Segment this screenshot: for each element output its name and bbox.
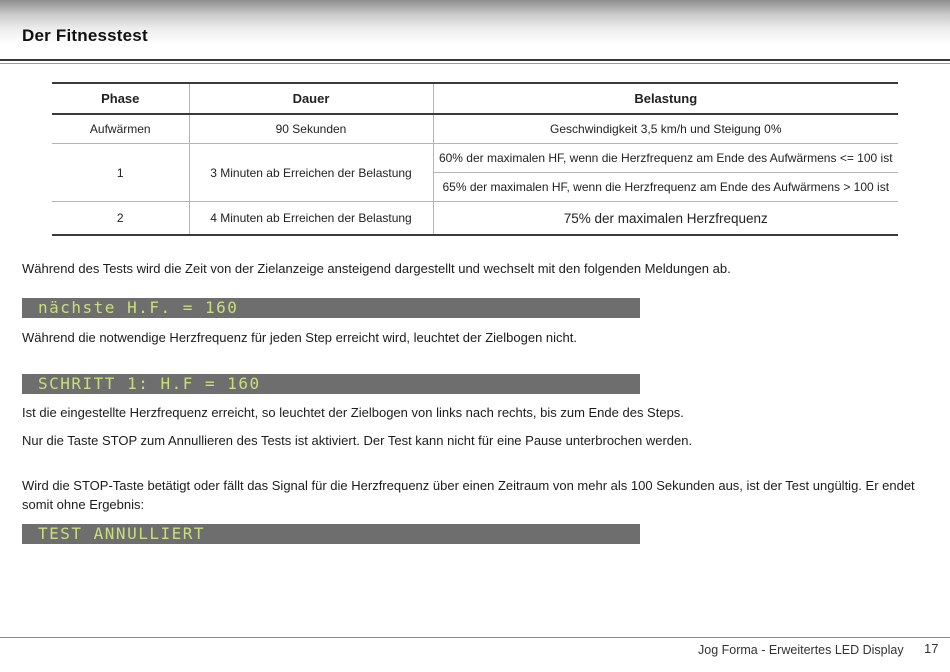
- cell-belastung: 60% der maximalen HF, wenn die Herzfrequenz am Ende des Aufwärmens <= 100 ist: [433, 144, 898, 173]
- table-row: [52, 114, 898, 144]
- lcd-message-next-hr: nächste H.F. = 160: [22, 298, 640, 318]
- fitness-test-table: [52, 82, 898, 236]
- cell-phase: 2: [52, 202, 189, 236]
- page-title: Der Fitnesstest: [22, 26, 148, 45]
- paragraph-target-arc: Ist die eingestellte Herzfrequenz erreicht, so leuchtet der Zielbogen von links nach rechts, bis zum Ende des Steps.: [22, 405, 684, 420]
- cell-phase: 1: [52, 144, 189, 202]
- cell-belastung: 75% der maximalen Herzfrequenz: [433, 202, 898, 236]
- paragraph-stop-key: Nur die Taste STOP zum Annullieren des Tests ist aktiviert. Der Test kann nicht für eine Pause unterbrochen werden.: [22, 433, 693, 448]
- paragraph-cancel: Wird die STOP-Taste betätigt oder fällt das Signal für die Herzfrequenz über einen Zeitraum von mehr als 100 Sekunden aus, ist der Test ungültig. Er endet somit ohne Ergebnis:: [22, 478, 915, 512]
- header-rule: [0, 59, 950, 61]
- table-row: [52, 202, 898, 236]
- footer-rule: [0, 637, 950, 638]
- cell-belastung: Geschwindigkeit 3,5 km/h und Steigung 0%: [433, 114, 898, 144]
- header-phase: Phase: [52, 83, 189, 114]
- footer-label: Jog Forma - Erweitertes LED Display: [698, 643, 904, 657]
- header-rule-thin: [0, 63, 950, 64]
- cell-dauer: 4 Minuten ab Erreichen der Belastung: [189, 202, 433, 236]
- cell-dauer: 90 Sekunden: [189, 114, 433, 144]
- cell-dauer: 3 Minuten ab Erreichen der Belastung: [189, 144, 433, 202]
- paragraph-intro: Während des Tests wird die Zeit von der Zielanzeige ansteigend dargestellt und wechselt mit den folgenden Meldungen ab.: [22, 261, 731, 276]
- cell-belastung: 65% der maximalen HF, wenn die Herzfrequenz am Ende des Aufwärmens > 100 ist: [433, 173, 898, 202]
- lcd-message-step: SCHRITT 1: H.F = 160: [22, 374, 640, 394]
- table-header-row: [52, 83, 898, 114]
- paragraph-step-info: Während die notwendige Herzfrequenz für jeden Step erreicht wird, leuchtet der Zielbogen nicht.: [22, 330, 577, 345]
- page-number: 17: [924, 641, 939, 656]
- cell-phase: Aufwärmen: [52, 114, 189, 144]
- table-row: [52, 144, 898, 173]
- lcd-message-cancelled: TEST ANNULLIERT: [22, 524, 640, 544]
- header-dauer: Dauer: [189, 83, 433, 114]
- header-belastung: Belastung: [433, 83, 898, 114]
